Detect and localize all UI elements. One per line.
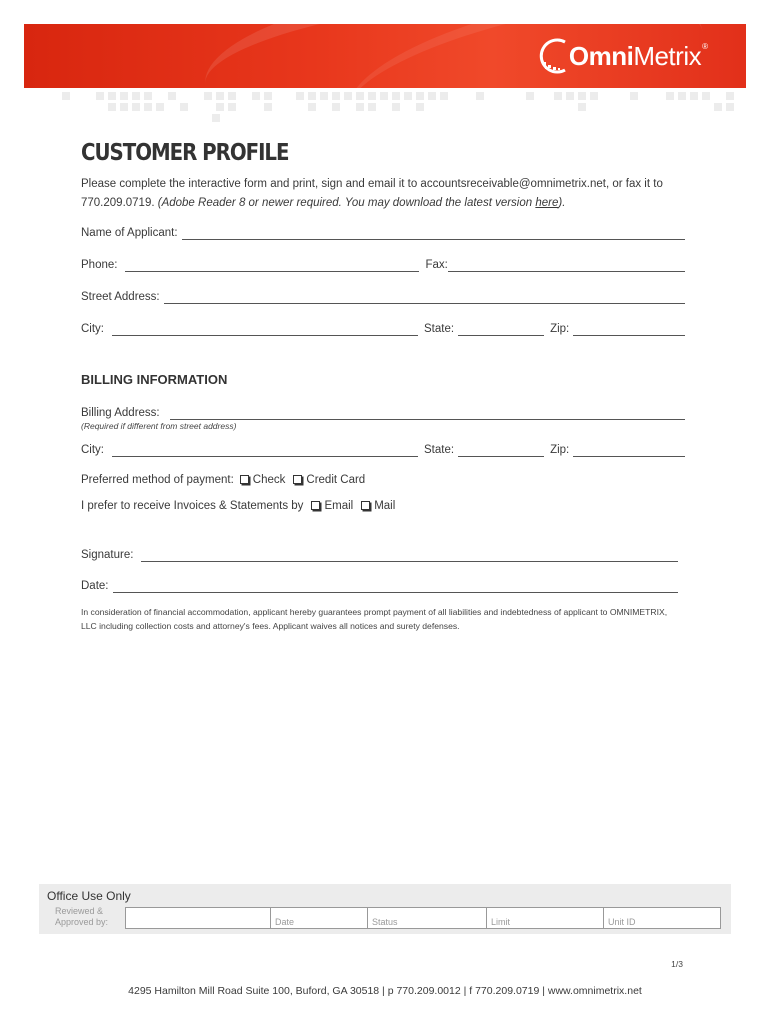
decorative-pixel-pattern — [56, 90, 746, 124]
invoice-delivery-label: I prefer to receive Invoices & Statements by — [81, 500, 304, 512]
footer-contact: 4295 Hamilton Mill Road Suite 100, Buford, GA 30518 | p 770.209.0012 | f 770.209.0719 | www.omnimetrix.net — [128, 985, 642, 997]
street-address-label: Street Address: — [81, 291, 160, 303]
office-unit-id-field[interactable]: Unit ID — [608, 917, 636, 927]
billing-state-label: State: — [424, 444, 455, 456]
office-use-panel — [39, 884, 731, 934]
page-title: CUSTOMER PROFILE — [81, 140, 289, 166]
billing-state-field[interactable] — [458, 444, 544, 457]
check-option-label: Check — [252, 474, 286, 486]
name-of-applicant-row — [81, 224, 685, 240]
billing-address-row — [81, 404, 685, 420]
zip-field[interactable] — [573, 323, 685, 336]
phone-field[interactable] — [125, 259, 419, 272]
omnimetrix-logo-mark-icon — [535, 36, 573, 76]
street-address-field[interactable] — [164, 291, 685, 304]
mail-checkbox[interactable] — [361, 501, 370, 510]
city-state-zip-row — [81, 320, 685, 336]
name-of-applicant-label: Name of Applicant: — [81, 227, 178, 239]
registered-mark: ® — [702, 41, 708, 51]
date-row — [81, 577, 678, 593]
payment-method-row — [81, 474, 365, 486]
invoice-delivery-row — [81, 500, 395, 512]
fax-label: Fax: — [425, 259, 448, 271]
signature-field[interactable] — [141, 549, 678, 562]
intro-line-1: Please complete the interactive form and print, sign and email it to accountsreceivable@omnimetrix.net, or fax it to — [81, 178, 663, 190]
office-use-heading: Office Use Only — [47, 889, 131, 903]
page-number: 1/3 — [671, 959, 683, 969]
intro-fax: 770.209.0719. — [81, 197, 155, 209]
office-limit-field[interactable]: Limit — [487, 908, 604, 928]
reviewed-approved-label: Reviewed & Approved by: — [55, 906, 109, 927]
credit-card-option-label: Credit Card — [306, 474, 366, 486]
payment-method-label: Preferred method of payment: — [81, 474, 234, 486]
phone-label: Phone: — [81, 259, 118, 271]
billing-address-label: Billing Address: — [81, 407, 160, 419]
download-link[interactable]: here — [535, 197, 559, 209]
guarantee-disclaimer: In consideration of financial accommodation, applicant hereby guarantees prompt payment of all liabilities and indebtedness of applicant to OMNIMETRIX, LLC including collection costs and attorney's fees. Applicant waives all notices and surety defenses. — [81, 607, 668, 631]
billing-city-state-zip-row — [81, 441, 685, 457]
signature-row — [81, 546, 678, 562]
city-field[interactable] — [112, 323, 418, 336]
office-status-field[interactable]: Status — [368, 908, 487, 928]
phone-fax-row — [81, 256, 685, 272]
billing-address-field[interactable] — [170, 407, 685, 420]
city-label: City: — [81, 323, 104, 335]
state-label: State: — [424, 323, 455, 335]
date-field[interactable] — [113, 580, 679, 593]
billing-address-note: (Required if different from street address) — [81, 421, 237, 431]
credit-card-checkbox[interactable] — [293, 475, 302, 484]
mail-option-label: Mail — [374, 500, 396, 512]
name-of-applicant-field[interactable] — [182, 227, 685, 240]
office-use-fields — [125, 907, 721, 929]
email-checkbox[interactable] — [311, 501, 320, 510]
billing-zip-label: Zip: — [550, 444, 570, 456]
state-field[interactable] — [458, 323, 544, 336]
billing-city-field[interactable] — [112, 444, 418, 457]
office-date-field[interactable]: Date — [271, 908, 368, 928]
signature-label: Signature: — [81, 549, 134, 561]
approved-by-field[interactable] — [126, 908, 271, 928]
logo-wordmark: OmniMetrix — [568, 41, 702, 71]
header-banner — [24, 24, 746, 88]
zip-label: Zip: — [550, 323, 570, 335]
fax-field[interactable] — [448, 259, 685, 272]
street-address-row — [81, 288, 685, 304]
billing-information-heading: BILLING INFORMATION — [81, 372, 228, 387]
intro-text — [81, 175, 701, 213]
email-option-label: Email — [324, 500, 354, 512]
intro-adobe-note: (Adobe Reader 8 or newer required. You may download the latest version — [157, 197, 533, 209]
omnimetrix-logo — [535, 36, 708, 76]
intro-adobe-note-end: ). — [558, 197, 566, 209]
date-label: Date: — [81, 580, 109, 592]
check-checkbox[interactable] — [240, 475, 249, 484]
billing-zip-field[interactable] — [573, 444, 685, 457]
billing-city-label: City: — [81, 444, 104, 456]
